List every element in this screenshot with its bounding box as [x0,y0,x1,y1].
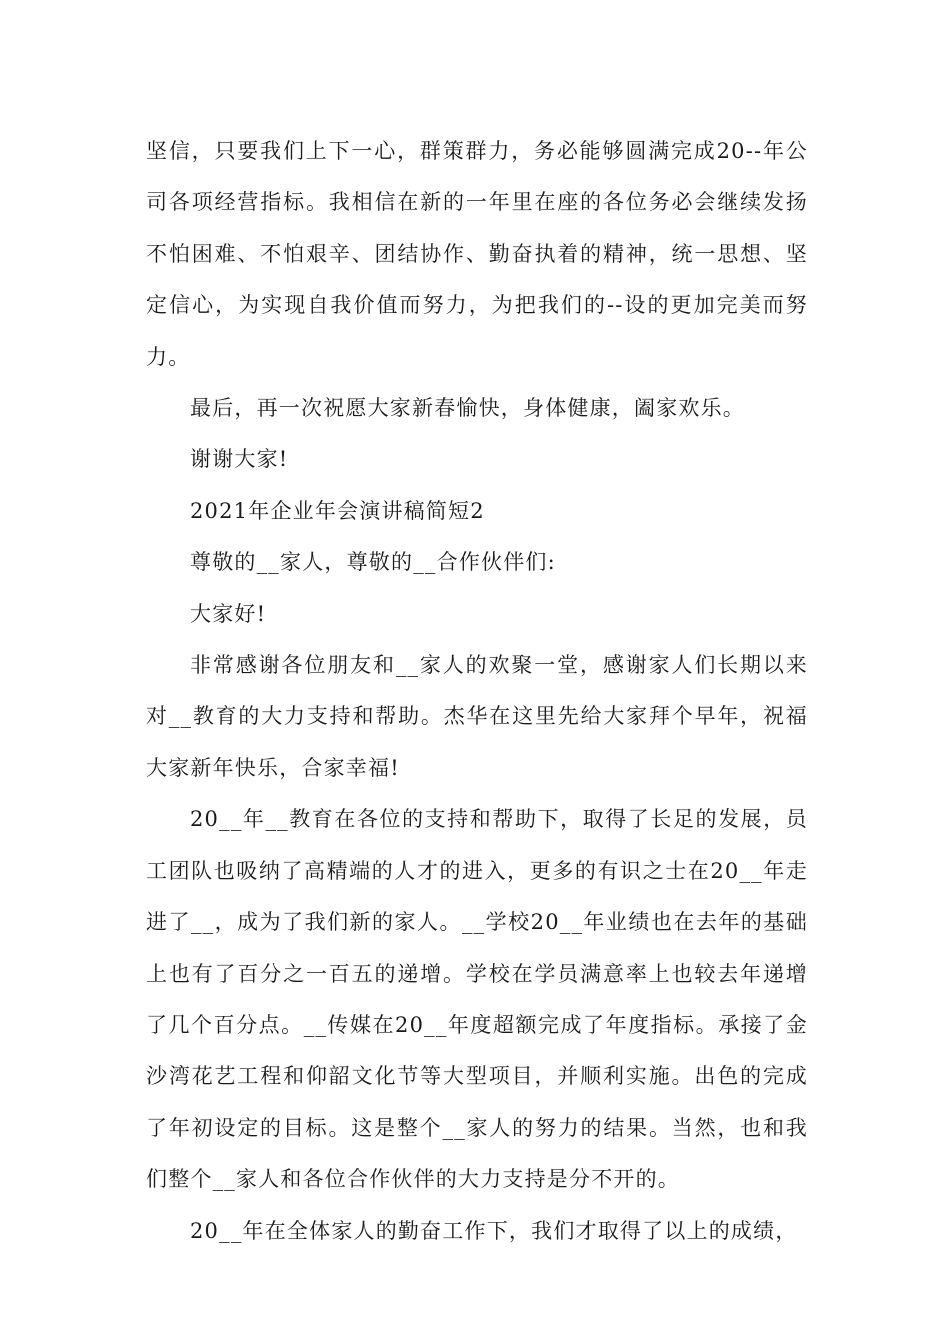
salutation: 尊敬的__家人，尊敬的__合作伙伴们: [190,550,556,575]
paragraph-7: 非常感谢各位朋友和__家人的欢聚一堂，感谢家人们长期以来对__教育的大力支持和帮助。杰华在这里先给大家拜个早年，祝福大家新年快乐，合家幸福! [146,653,808,780]
paragraph-9: 20__年在全体家人的勤奋工作下，我们才取得了以上的成绩， [190,1218,798,1243]
document-body [146,126,808,1257]
paragraph-2: 最后，再一次祝愿大家新春愉快，身体健康，阖家欢乐。 [190,396,745,421]
paragraph-8: 20__年__教育在各位的支持和帮助下，取得了长足的发展，员工团队也吸纳了高精端的人才的进入，更多的有识之士在20__年走进了__，成为了我们新的家人。__学校20__年业绩也在去年的基础上也有了百分之一百五的递增。学校在学员满意率上也较去年递增了几个百分点。__传媒在20__年度超额完成了年度指标。承接了金沙湾花艺工程和仰韶文化节等大型项目，并顺利实施。出色的完成了年初设定的目标。这是整个__家人的努力的结果。当然，也和我们整个__家人和各位合作伙伴的大力支持是分不开的。 [146,807,808,1192]
paragraph-3: 谢谢大家! [190,447,289,472]
paragraph-1: 坚信，只要我们上下一心，群策群力，务必能够圆满完成20--年公司各项经营指标。我相信在新的一年里在座的各位务必会继续发扬不怕困难、不怕艰辛、团结协作、勤奋执着的精神，统一思想、坚定信心，为实现自我价值而努力，为把我们的--设的更加完美而努力。 [146,139,808,369]
section-heading: 2021年企业年会演讲稿简短2 [190,498,485,523]
greeting: 大家好! [190,601,267,626]
